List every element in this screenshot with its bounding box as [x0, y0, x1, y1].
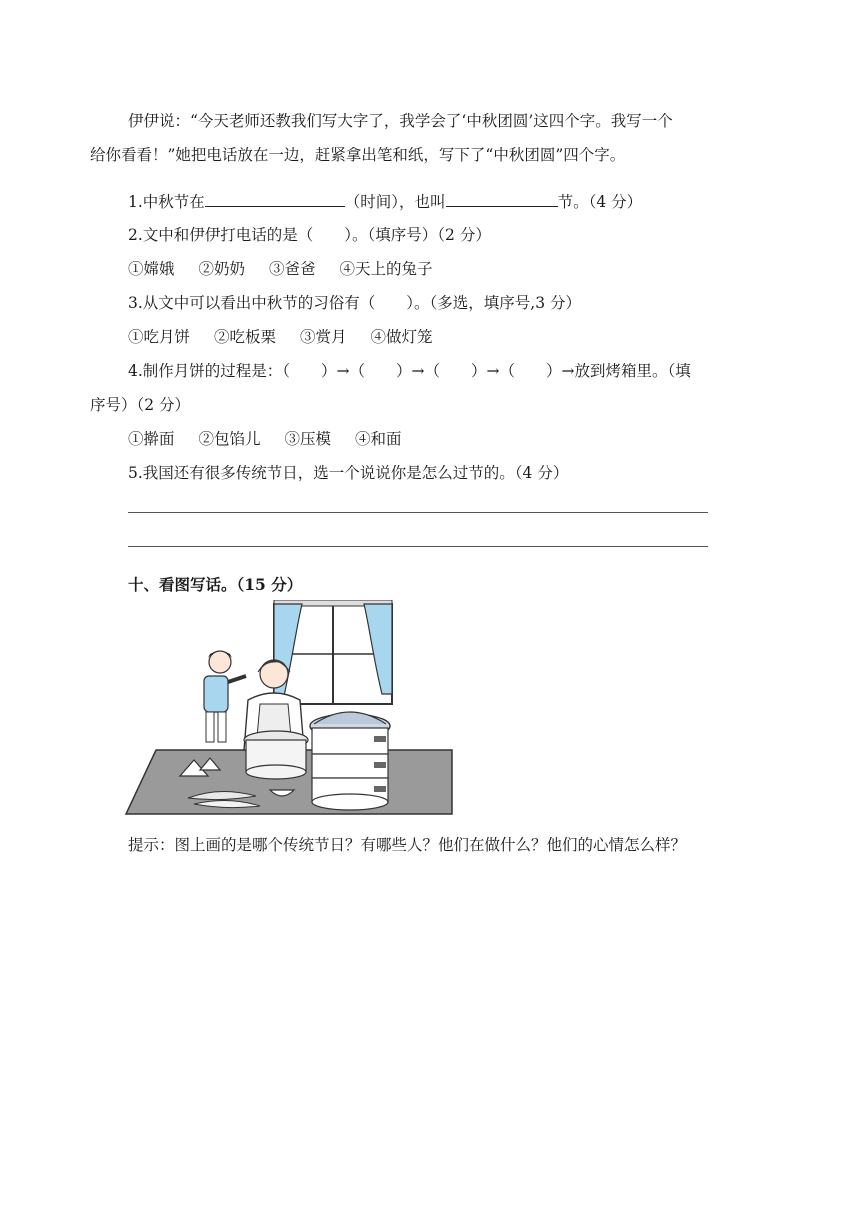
- question-4-line-2: 序号）（2 分）: [90, 396, 191, 414]
- section-10-hint: 提示：图上画的是哪个传统节日？有哪些人？他们在做什么？他们的心情怎么样？: [128, 836, 687, 854]
- question-4-options: [128, 428, 402, 450]
- answer-blank-name[interactable]: [446, 190, 558, 207]
- option: ④天上的兔子: [339, 260, 433, 278]
- option: ①吃月饼: [128, 328, 191, 346]
- answer-blank-time[interactable]: [205, 190, 345, 207]
- question-2-options: [128, 258, 433, 280]
- section-10-heading: 十、看图写话。（15 分）: [128, 575, 303, 594]
- option: ③爸爸: [269, 260, 316, 278]
- question-2: 2.文中和伊伊打电话的是（ ）。（填序号）（2 分）: [128, 226, 491, 244]
- option: ②奶奶: [198, 260, 246, 278]
- option: ②吃板栗: [214, 328, 277, 346]
- question-5: 5.我国还有很多传统节日，选一个说说你是怎么过节的。（4 分）: [128, 464, 569, 482]
- question-1-suffix: 节。（4 分）: [557, 193, 643, 211]
- option: ①嫦娥: [128, 260, 175, 278]
- option: ③压模: [284, 430, 332, 448]
- option: ④做灯笼: [370, 328, 433, 346]
- illustration-steaming-mooncakes: [124, 600, 456, 822]
- passage-line-2: 给你看看！”她把电话放在一边，赶紧拿出笔和纸，写下了“中秋团圆”四个字。: [90, 146, 626, 164]
- option: ①擀面: [128, 430, 175, 448]
- option: ④和面: [355, 430, 402, 448]
- question-3-options: [128, 326, 433, 348]
- question-3: 3.从文中可以看出中秋节的习俗有（ ）。（多选，填序号,3 分）: [128, 294, 582, 312]
- answer-line-2[interactable]: [128, 546, 708, 547]
- option: ③赏月: [300, 328, 347, 346]
- question-1-middle: （时间），也叫: [344, 193, 446, 211]
- question-1: [128, 190, 642, 213]
- question-4-line-1: 4.制作月饼的过程是：（ ）→（ ）→（ ）→（ ）→放到烤箱里。（填: [128, 362, 691, 380]
- question-1-prefix: 1.中秋节在: [128, 193, 205, 211]
- answer-line-1[interactable]: [128, 512, 708, 513]
- passage-line-1: 伊伊说：“今天老师还教我们写大字了，我学会了‘中秋团圆’这四个字。我写一个: [128, 112, 673, 130]
- option: ②包馅儿: [198, 430, 261, 448]
